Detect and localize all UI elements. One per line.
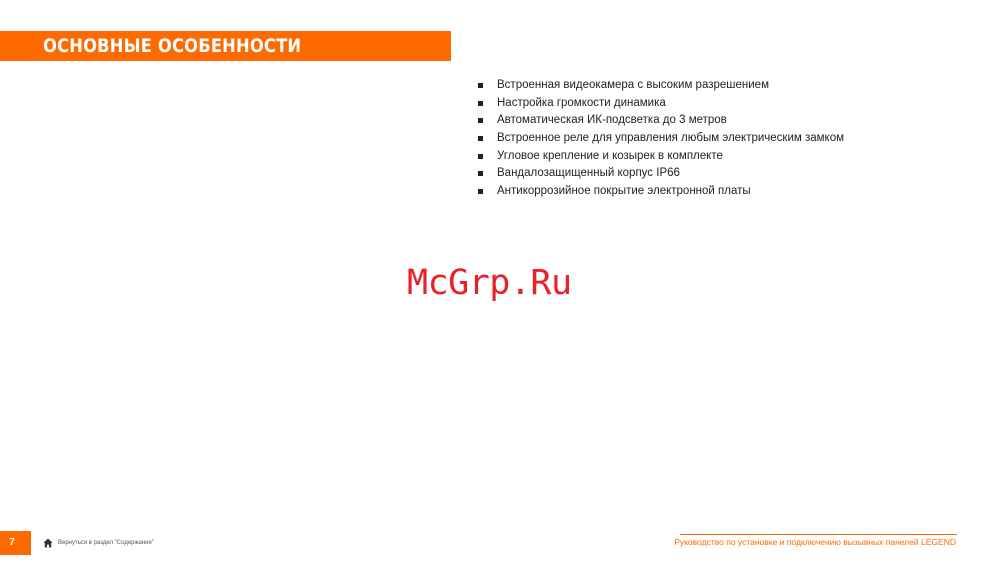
- feature-text: Автоматическая ИК-подсветка до 3 метров: [497, 114, 727, 127]
- feature-item: [477, 183, 844, 201]
- section-title-bar: [0, 31, 451, 61]
- bullet-icon: [478, 101, 483, 106]
- feature-item: [477, 165, 844, 183]
- feature-text: Вандалозащищенный корпус IP66: [497, 167, 680, 180]
- bullet-icon: [478, 189, 483, 194]
- back-link-label: Вернуться в раздел "Содержание": [58, 540, 154, 546]
- bullet-icon: [478, 154, 483, 159]
- home-icon: [43, 538, 53, 548]
- page-number-badge: [0, 531, 31, 555]
- feature-item: [477, 148, 844, 166]
- feature-text: Угловое крепление и козырек в комплекте: [497, 149, 723, 162]
- footer-divider: [680, 534, 957, 535]
- feature-item: [477, 95, 844, 113]
- feature-text: Встроенная видеокамера с высоким разрешением: [497, 79, 769, 91]
- bullet-icon: [478, 171, 483, 176]
- feature-list: [477, 77, 844, 201]
- document-title: Руководство по установке и подключению вызывных панелей LEGEND: [674, 537, 956, 547]
- bullet-icon: [478, 118, 483, 123]
- page-number: 7: [9, 537, 15, 548]
- feature-item: [477, 130, 844, 148]
- page-title: ОСНОВНЫЕ ОСОБЕННОСТИ: [43, 35, 302, 57]
- feature-text: Антикоррозийное покрытие электронной платы: [497, 185, 751, 198]
- feature-text: Настройка громкости динамика: [497, 96, 666, 109]
- feature-item: [477, 112, 844, 130]
- bullet-icon: [478, 83, 483, 88]
- watermark: McGrp.Ru: [407, 263, 572, 303]
- bullet-icon: [478, 136, 483, 141]
- feature-text: Встроенное реле для управления любым электрическим замком: [497, 132, 845, 145]
- back-to-contents-link[interactable]: [43, 536, 154, 550]
- feature-item: [477, 77, 844, 95]
